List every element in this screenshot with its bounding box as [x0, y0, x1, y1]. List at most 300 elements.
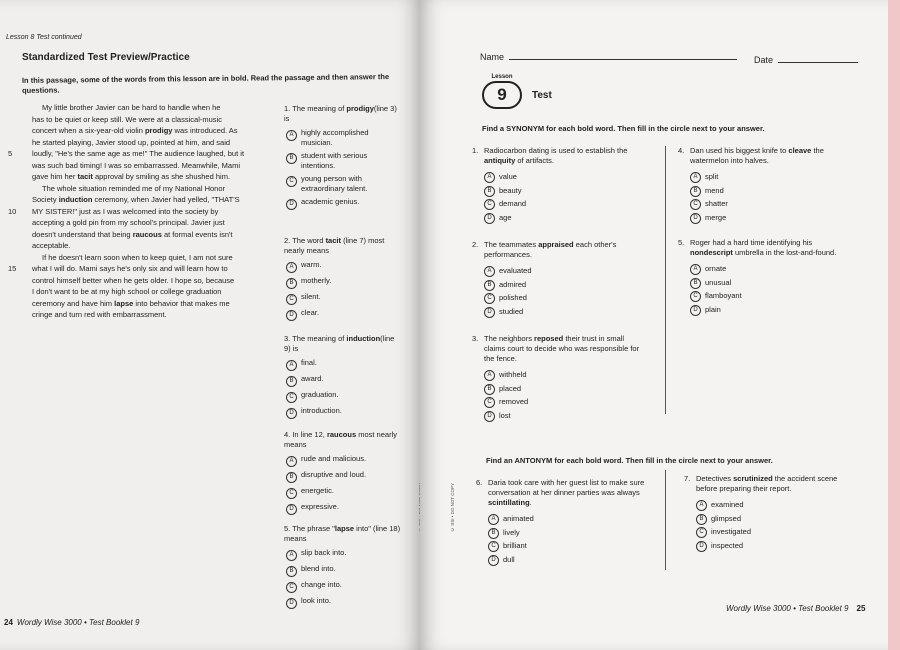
answer-option[interactable] [284, 454, 402, 467]
answer-option[interactable] [484, 211, 662, 225]
answer-option[interactable] [484, 368, 662, 382]
answer-options [472, 368, 662, 422]
option-text: warm. [301, 260, 322, 269]
answer-bubble[interactable]: C [488, 541, 499, 552]
answer-option[interactable] [690, 276, 878, 290]
option-text: withheld [499, 370, 527, 379]
passage-line [8, 183, 270, 195]
stem-line: scintillating. [488, 498, 532, 507]
line-text: he started playing, Javier stood up, pointed at him, and said [32, 137, 231, 147]
answer-bubble[interactable]: A [690, 172, 701, 183]
answer-bubble[interactable]: D [286, 408, 297, 419]
question-6 [476, 478, 662, 566]
passage-line [8, 309, 270, 321]
question-item [284, 430, 402, 518]
stem-text: (line 3) is [284, 104, 397, 123]
stem-line: Radiocarbon dating is used to establish the [484, 146, 628, 155]
option-text: admired [499, 279, 527, 289]
answer-bubble[interactable]: A [286, 360, 297, 371]
answer-bubble[interactable]: C [484, 397, 495, 408]
answer-option[interactable] [284, 260, 402, 273]
answer-option[interactable] [484, 291, 662, 305]
line-number [8, 252, 32, 264]
option-text: academic genius. [301, 197, 360, 206]
answer-options [684, 498, 878, 552]
answer-option[interactable] [284, 502, 402, 515]
option-text: look into. [301, 596, 332, 605]
answer-bubble[interactable]: C [286, 582, 297, 593]
answer-bubble[interactable]: C [286, 392, 297, 403]
option-text: split [705, 172, 719, 181]
stem-line: conversation at her dinner parties was always [488, 488, 640, 497]
answer-option[interactable] [484, 305, 662, 319]
question-stem [284, 334, 402, 354]
line-text: Society induction ceremony, when Javier had yelled, "THAT'S [32, 195, 240, 204]
answer-bubble[interactable]: C [690, 291, 701, 302]
option-text: animated [503, 514, 534, 523]
question-stem [472, 240, 662, 260]
line-number [8, 229, 32, 241]
bold-word: induction [346, 334, 381, 343]
line-number [8, 309, 32, 321]
question-5 [678, 238, 878, 316]
line-text: ceremony and have him lapse into behavior that makes me [32, 298, 230, 308]
option-text: silent. [301, 292, 321, 301]
synonym-instructions: Find a SYNONYM for each bold word. Then fill in the circle next to your answer. [482, 124, 765, 133]
column-divider [665, 146, 666, 414]
question-stem [284, 430, 402, 450]
option-text: young person with extraordinary talent. [301, 174, 368, 193]
answer-option[interactable] [484, 170, 662, 184]
question-number: 6. [476, 478, 483, 487]
answer-option[interactable] [284, 358, 402, 371]
line-number: 15 [8, 264, 17, 273]
answer-bubble[interactable]: D [690, 213, 701, 224]
option-text: placed [499, 383, 522, 393]
lesson-label: Lesson [491, 74, 513, 80]
answer-bubble[interactable]: D [484, 213, 495, 224]
passage-line [8, 137, 270, 149]
stem-lines [472, 240, 662, 260]
answer-option[interactable] [284, 128, 402, 148]
option-text: final. [301, 358, 317, 367]
answer-bubble[interactable]: A [286, 456, 297, 467]
passage-line [8, 148, 270, 160]
answer-bubble[interactable]: C [286, 176, 297, 187]
line-number: 5 [8, 149, 13, 158]
line-number [8, 160, 32, 172]
option-text: plain [705, 304, 721, 314]
answer-option[interactable] [690, 184, 878, 198]
answer-option[interactable] [484, 395, 662, 409]
answer-option[interactable] [690, 262, 878, 276]
answer-option[interactable] [284, 197, 402, 210]
passage-line [8, 160, 270, 172]
line-text: control himself better when he gets older. I hope so, because [32, 275, 235, 285]
question-1 [472, 146, 662, 224]
option-text: brilliant [503, 541, 527, 550]
option-text: investigated [711, 527, 752, 536]
passage-line [8, 102, 270, 114]
answer-bubble[interactable]: C [286, 294, 297, 305]
line-text: The whole situation reminded me of my National Honor [42, 183, 226, 193]
instructions: In this passage, some of the words from this lesson are in bold. Read the passage and then answer the questions. [21, 72, 390, 95]
answer-bubble[interactable]: D [690, 305, 701, 316]
date-field [754, 55, 858, 65]
answer-option[interactable] [690, 197, 878, 211]
answer-bubble[interactable]: B [286, 278, 297, 289]
stem-line: before preparing their report. [696, 484, 792, 493]
answer-bubble[interactable]: A [484, 172, 495, 183]
line-text: accepting a gold pin from my school's principal. Javier just [32, 218, 225, 227]
stem-lines [472, 334, 662, 364]
answer-bubble[interactable]: A [286, 550, 297, 561]
answer-bubble[interactable]: C [286, 488, 297, 499]
page-footer [726, 604, 865, 613]
line-text: doesn't understand that being raucous at formal events isn't [32, 229, 233, 239]
answer-option[interactable] [284, 276, 402, 289]
stem-text: into" (line 18) means [284, 524, 401, 543]
line-number [8, 171, 32, 183]
date-label: Date [754, 55, 774, 65]
option-text: removed [499, 397, 529, 406]
line-number [8, 240, 32, 252]
stem-line: Daria took care with her guest list to make sure [488, 478, 645, 487]
bold-word: reposed [534, 334, 564, 343]
answer-option[interactable] [690, 303, 878, 317]
answer-options [472, 170, 662, 224]
answer-bubble[interactable]: A [286, 130, 297, 141]
option-text: evaluated [499, 266, 532, 275]
answer-bubble[interactable]: D [488, 555, 499, 566]
question-4 [678, 146, 878, 224]
option-text: inspected [711, 540, 744, 550]
answer-option[interactable] [284, 151, 402, 171]
section-title: Standardized Test Preview/Practice [22, 52, 190, 63]
option-text: lively [503, 527, 520, 537]
page-number: 24 [4, 618, 13, 627]
answer-option[interactable] [284, 580, 402, 593]
bold-word: scintillating [488, 498, 530, 507]
answer-option[interactable] [696, 512, 878, 526]
copyright-notice: © SSI • DO NOT COPY [450, 482, 455, 532]
lesson-number: 9 [482, 81, 522, 109]
line-number [8, 298, 32, 310]
answer-bubble[interactable]: D [484, 307, 495, 318]
line-number [8, 217, 32, 229]
reading-passage [8, 102, 270, 321]
question-item [284, 524, 402, 612]
answer-option[interactable] [690, 289, 878, 303]
stem-text: 1. The meaning of [284, 104, 347, 113]
line-number: 10 [8, 206, 17, 216]
option-text: energetic. [301, 486, 334, 495]
stem-line: The neighbors reposed their trust in small [484, 334, 625, 343]
bold-word: nondescript [690, 248, 733, 257]
answer-bubble[interactable]: C [690, 199, 701, 210]
stem-line: watermelon into halves. [690, 156, 769, 165]
answer-option[interactable] [696, 498, 878, 512]
bold-word: prodigy [346, 104, 374, 113]
stem-line: Detectives scrutinized the accident scene [696, 474, 838, 483]
option-text: expressive. [301, 502, 339, 511]
answer-option[interactable] [284, 374, 402, 387]
question-number: 4. [678, 146, 685, 155]
question-stem [678, 146, 878, 166]
answer-bubble[interactable]: B [488, 528, 499, 539]
antonym-instructions: Find an ANTONYM for each bold word. Then fill in the circle next to your answer. [486, 456, 773, 465]
option-text: value [499, 172, 517, 181]
option-text: blend into. [301, 564, 336, 573]
answer-option[interactable] [488, 539, 662, 553]
line-text: concert when a six-year-old violin prodigy was introduced. As [32, 126, 238, 135]
option-text: dull [503, 554, 515, 564]
option-text: introduction. [301, 406, 342, 415]
passage-line [8, 171, 270, 183]
line-text: loudly, "He's the same age as me!" The audience laughed, but it [32, 149, 245, 158]
question-stem [284, 104, 402, 124]
answer-bubble[interactable]: A [488, 514, 499, 525]
line-text: If he doesn't learn soon when to keep quiet, I am not sure [42, 252, 233, 262]
answer-bubble[interactable]: D [286, 504, 297, 515]
answer-bubble[interactable]: B [286, 376, 297, 387]
question-2 [472, 240, 662, 318]
option-text: merge [705, 212, 727, 222]
line-text: what I will do. Mami says he's only six and will learn how to [32, 264, 228, 273]
line-text: cringe and turn red with embarrassment. [32, 310, 167, 319]
answer-options [678, 262, 878, 316]
option-text: glimpsed [711, 513, 742, 523]
passage-line [8, 263, 270, 275]
option-text: rude and malicious. [301, 454, 367, 463]
stem-text: 3. The meaning of [284, 334, 347, 343]
answer-option[interactable] [484, 278, 662, 292]
stem-lines [678, 238, 878, 258]
line-number [8, 137, 32, 149]
stem-text: (line 7) most nearly means [284, 236, 385, 255]
option-text: flamboyant [705, 291, 742, 300]
line-number [8, 194, 32, 206]
option-text: change into. [301, 580, 342, 589]
bold-word: raucous [326, 430, 357, 439]
answer-option[interactable] [690, 211, 878, 225]
answer-bubble[interactable]: D [286, 598, 297, 609]
line-text: was such bad timing! I was so embarrassed. Meanwhile, Mami [32, 160, 241, 170]
name-field [480, 52, 737, 62]
option-text: examined [711, 500, 744, 509]
option-text: student with serious intentions. [301, 151, 368, 170]
answer-option[interactable] [690, 170, 878, 184]
answer-bubble[interactable]: B [690, 186, 701, 197]
answer-options [476, 512, 662, 566]
answer-option[interactable] [284, 564, 402, 577]
question-number: 1. [472, 146, 479, 155]
stem-text: (line 9) is [284, 334, 395, 353]
passage-line [8, 217, 270, 229]
passage-line [8, 206, 270, 218]
line-text: acceptable. [32, 241, 71, 250]
answer-option[interactable] [696, 525, 878, 539]
answer-option[interactable] [284, 596, 402, 609]
answer-bubble[interactable]: B [286, 472, 297, 483]
date-line [778, 62, 858, 63]
passage-line [8, 240, 270, 252]
answer-bubble[interactable]: C [484, 293, 495, 304]
passage-line [8, 252, 270, 264]
option-text: beauty [499, 185, 522, 195]
stem-lines [476, 478, 662, 508]
question-item [284, 104, 402, 213]
bold-word: appraised [538, 240, 574, 249]
line-number [8, 102, 32, 114]
footer-text: Wordly Wise 3000 • Test Booklet 9 [726, 604, 849, 613]
answer-option[interactable] [284, 406, 402, 419]
passage-line [8, 125, 270, 137]
question-stem [472, 334, 662, 364]
stem-lines [678, 146, 878, 166]
line-text: MY SISTER!" just as I was welcomed into the society by [32, 206, 219, 216]
question-number: 3. [472, 334, 479, 343]
lesson-badge [480, 74, 524, 110]
question-number: 2. [472, 240, 479, 249]
stem-line: nondescript umbrella in the lost-and-found. [690, 248, 837, 257]
test-heading: Test [532, 90, 552, 101]
answer-bubble[interactable]: B [286, 153, 297, 164]
question-stem [678, 238, 878, 258]
answer-option[interactable] [284, 390, 402, 403]
stem-line: the fence. [484, 354, 517, 363]
page-number: 25 [856, 604, 866, 613]
option-text: ornate [705, 264, 727, 273]
option-text: studied [499, 306, 524, 316]
line-text: My little brother Javier can be hard to handle when he [42, 103, 221, 112]
answer-option[interactable] [484, 409, 662, 423]
question-3 [472, 334, 662, 422]
answer-option[interactable] [284, 174, 402, 194]
page-edge-tab [888, 0, 900, 650]
option-text: highly accomplished musician. [301, 128, 369, 147]
answer-option[interactable] [284, 470, 402, 483]
answer-option[interactable] [484, 264, 662, 278]
option-text: polished [499, 293, 527, 302]
option-text: clear. [301, 308, 319, 317]
answer-option[interactable] [284, 308, 402, 321]
answer-bubble[interactable]: B [690, 278, 701, 289]
answer-option[interactable] [484, 382, 662, 396]
question-item [284, 236, 402, 324]
answer-bubble[interactable]: A [286, 262, 297, 273]
bold-word: cleave [788, 146, 812, 155]
answer-bubble[interactable]: D [484, 411, 495, 422]
answer-bubble[interactable]: A [484, 266, 495, 277]
stem-line: Dan used his biggest knife to cleave the [690, 146, 824, 155]
question-7 [684, 474, 878, 552]
option-text: shatter [705, 199, 728, 208]
passage-line [8, 286, 270, 298]
option-text: motherly. [301, 276, 332, 285]
question-stem [684, 474, 878, 494]
footer-text: Wordly Wise 3000 • Test Booklet 9 [16, 618, 140, 627]
name-label: Name [480, 52, 505, 62]
line-text: has to be quiet or keep still. We were at a classical-music [32, 114, 222, 124]
answer-bubble[interactable]: D [696, 541, 707, 552]
answer-option[interactable] [284, 292, 402, 305]
answer-option[interactable] [484, 197, 662, 211]
answer-option[interactable] [488, 553, 662, 567]
line-number [8, 183, 32, 195]
answer-option[interactable] [696, 539, 878, 553]
answer-option[interactable] [488, 526, 662, 540]
running-header: Lesson 8 Test continued [6, 34, 82, 41]
line-number [8, 125, 32, 137]
option-text: mend [705, 185, 724, 195]
bold-word: antiquity [484, 156, 516, 165]
answer-bubble[interactable]: C [484, 199, 495, 210]
bold-word: lapse [334, 524, 355, 533]
answer-bubble[interactable]: B [286, 566, 297, 577]
option-text: graduation. [301, 390, 339, 399]
stem-lines [472, 146, 662, 166]
option-text: age [499, 212, 512, 222]
name-line [509, 59, 737, 60]
answer-option[interactable] [488, 512, 662, 526]
answer-bubble[interactable]: A [484, 370, 495, 381]
question-item [284, 334, 402, 422]
option-text: lost [499, 410, 511, 420]
answer-bubble[interactable]: A [696, 500, 707, 511]
bold-word: scrutinized [733, 474, 773, 483]
answer-bubble[interactable]: B [484, 186, 495, 197]
stem-text: 2. The word [284, 236, 326, 245]
stem-text: 5. The phrase " [284, 524, 335, 533]
line-number [8, 275, 32, 287]
question-number: 7. [684, 474, 691, 483]
line-number [8, 114, 32, 126]
stem-lines [684, 474, 878, 494]
line-text: I don't want to be at my high school or college graduation [32, 287, 222, 296]
bold-word: tacit [325, 236, 341, 245]
passage-line [8, 275, 270, 287]
answer-bubble[interactable]: B [484, 280, 495, 291]
stem-line: The teammates appraised each other's [484, 240, 617, 249]
stem-line: claims court to decide who was responsible for [484, 344, 640, 353]
question-stem [476, 478, 662, 508]
stem-line: Roger had a hard time identifying his [690, 238, 813, 247]
answer-bubble[interactable]: A [690, 264, 701, 275]
question-number: 5. [678, 238, 685, 247]
passage-line [8, 229, 270, 241]
answer-bubble[interactable]: C [696, 527, 707, 538]
answer-bubble[interactable]: D [286, 310, 297, 321]
passage-line [8, 194, 270, 206]
answer-bubble[interactable]: D [286, 199, 297, 210]
line-text: gave him her tacit approval by smiling as she shushed him. [32, 172, 231, 181]
option-text: demand [499, 199, 527, 208]
answer-option[interactable] [284, 486, 402, 499]
answer-bubble[interactable]: B [484, 384, 495, 395]
right-page [420, 0, 888, 650]
stem-line: performances. [484, 250, 532, 259]
question-stem [284, 524, 402, 544]
answer-option[interactable] [484, 184, 662, 198]
left-page [0, 0, 420, 650]
answer-bubble[interactable]: B [696, 514, 707, 525]
stem-line: antiquity of artifacts. [484, 156, 555, 165]
option-text: award. [301, 374, 324, 383]
stem-text: 4. In line 12, [284, 430, 327, 439]
option-text: unusual [705, 277, 732, 287]
answer-option[interactable] [284, 548, 402, 561]
